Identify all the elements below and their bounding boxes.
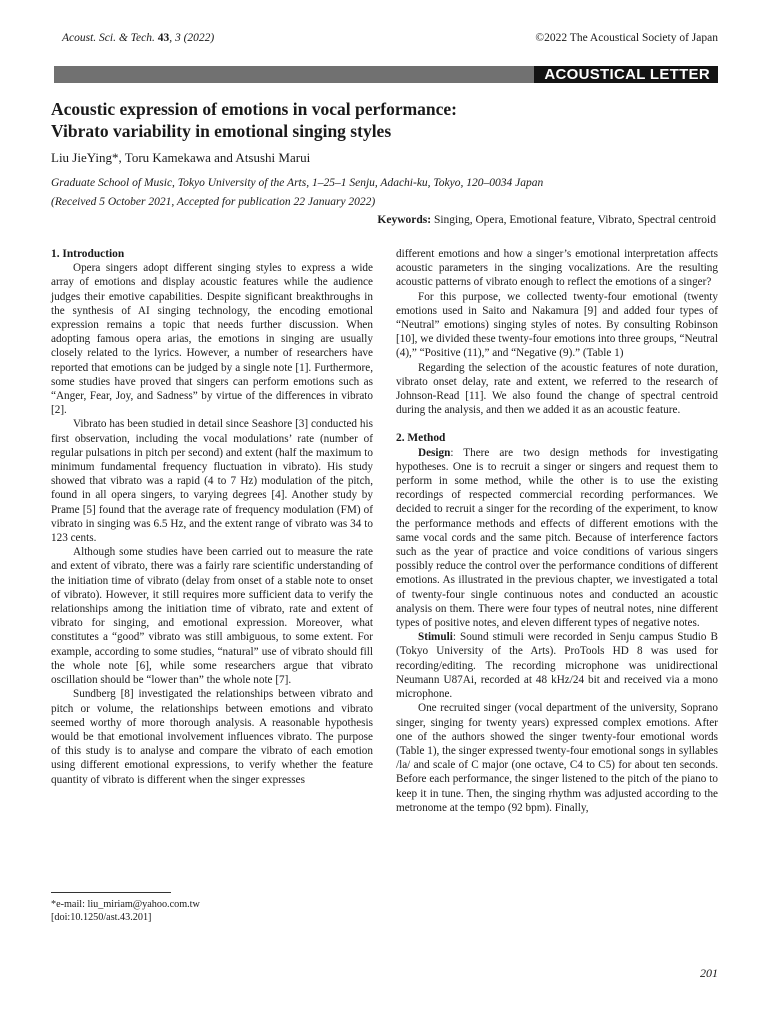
section-heading-introduction: 1. Introduction [51,248,125,260]
keywords-value: Singing, Opera, Emotional feature, Vibrato, Spectral centroid [433,214,716,226]
paragraph: Vibrato has been studied in detail since Seashore [3] conducted his first observation, including the vocal modulations’ rate (number of regular pulsations in pitch per second) and extent (half the maximum to minimum fundamental frequency fluctuation in vibrato). His study showed that vibrato was a rapid (4 to 7 Hz) modulation of the pitch, found in all opera singers, to varying degrees [4]. Another study by Prame [5] found that the average rate of frequency modulation (FM) of vibrato in singing was 6.5 Hz, and the extent range of vibrato was 34 to 123 cents. [51,418,373,545]
title-line-1: Acoustic expression of emotions in vocal performance: [51,99,458,119]
article-type-banner [54,66,718,83]
paragraph-design: Design: There are two design methods for investigating hypotheses. One is to recruit a singer or singers and request them to perform in some method, while the other is to use the existing recordings of respected commercial recording performances. We decided to recruit a singer for the recording of the experiment, to know the performance methods and effects of different emotions with the same vocal cords and the same pitch. Because of interference factors such as the year of practice and voice conditions of various singers possibly reduce the control over the performance conditions of different emotions. As illustrated in the previous chapter, we investigated a total of twenty-four single continuous notes and conducted an acoustic analysis on them. There were four types of neutral notes, nine different types of positive notes, and eleven different types of negative notes. [396,446,718,630]
footnote [51,898,200,924]
author-list: Liu JieYing*, Toru Kamekawa and Atsushi Marui [51,150,311,165]
copyright-notice: ©2022 The Acoustical Society of Japan [535,32,718,44]
left-column [51,247,373,787]
paragraph: One recruited singer (vocal department of the university, Soprano singer, singing for twenty years) expressed complex emotions. After one of the authors showed the singer twenty-four emotional words (Table 1), the singer expressed twenty-four emotional songs in syllables /la/ and scale of C major (one octave, C4 to C5) for about ten seconds. Before each performance, the singer listened to the pitch of the piano to keep it in tune. Then, the singing rhythm was adjusted according to the metronome at the tempo (92 bpm). Finally, [396,702,718,814]
keywords [377,214,716,226]
design-label: Design [418,446,451,459]
title-line-2: Vibrato variability in emotional singing styles [51,121,392,141]
volume-number: 43 [157,32,170,44]
paragraph-stimuli: Stimuli: Sound stimuli were recorded in Senju campus Studio B (Tokyo University of the Arts). ProTools HD 8 was used for recording/editing. The recording microphone was unidirectional Neumann U87Ai, recorded at 48 kHz/24 bit and received via a mono microphone. [396,631,718,701]
doi: [doi:10.1250/ast.43.201] [51,912,152,923]
keywords-label: Keywords: [377,214,432,226]
paper-title [51,98,711,142]
paragraph: different emotions and how a singer’s emotional interpretation affects acoustic parameters in the singing vocalizations. Are the resulting acoustic patterns of vibrato enough to reflect the emotions of a singer? [396,248,718,289]
journal-citation: Acoust. Sci. & Tech. 43, 3 (2022) [62,32,215,44]
paragraph: Although some studies have been carried out to measure the rate and extent of vibrato, there was a fairly rare scientific understanding of the initiation time of vibrato (delay from onset of a stable note to onset of vibrato). However, it still requires more sufficient data to verify the relationships among the initiation time of vibrato, rate and extent of vibrato for singing, and emotional expression. Moreover, what constitutes a “good” vibrato was still ambiguous, to some extent. For example, according to some studies, “natural” use of vibrato should fill the whole note [6], while some researchers argue that vibrato oscillation should be “lower than” the whole note [7]. [51,546,373,687]
right-column [396,247,718,815]
article-type-label: ACOUSTICAL LETTER [534,66,718,83]
stimuli-label: Stimuli [418,631,453,644]
paragraph: For this purpose, we collected twenty-four emotional (twenty emotions used in Saito and Nakamura [9] and added four types of “Neutral” emotions) singing styles of notes. By consulting Robinson [10], we divided these twenty-four emotions into three groups, “Neutral (4),” “Positive (11),” and “Negative (9).” (Table 1) [396,290,718,360]
paragraph: Sundberg [8] investigated the relationships between vibrato and pitch or volume, the relationships between emotions and vibrato seemed worthy of more thorough analysis. A reasonable hypothesis would be that emotional involvement influences vibrato. The purpose of this study is to analyse and compare the vibrato of each emotion using different emotional expressions, to verify whether the feature quantity of vibrato is different when the singer expresses [51,688,373,786]
footnote-divider [51,892,171,893]
author-email: *e-mail: liu_miriam@yahoo.com.tw [51,899,200,910]
paragraph: Regarding the selection of the acoustic features of note duration, vibrato onset delay, rate and extent, we referred to the research of Johnson-Read [11]. We also found the change of spectral centroid during the analysis, and then we added it as an acoustic feature. [396,361,718,417]
paragraph: Opera singers adopt different singing styles to express a wide array of emotions and display acoustic features while the audience judges their emotive capabilities. Despite significant breakthroughs in the synthesis of AI singing technology, the encoding emotional expression remains a topic that needs further discussion. When adopting famous opera arias, the emotions in singing are usually closely related to the lyrics. However, a number of researchers have reported that emotions can be judged by a single note [1]. Furthermore, some studies have proved that singers can perform emotions such as “Anger, Fear, Joy, and Sadness” by virtue of the differences in vibrato [2]. [51,262,373,417]
page-number: 201 [700,966,718,980]
running-head [62,32,718,44]
received-dates: (Received 5 October 2021, Accepted for publication 22 January 2022) [51,196,376,208]
affiliation: Graduate School of Music, Tokyo University of the Arts, 1–25–1 Senju, Adachi-ku, Tokyo, 120–0034 Japan [51,177,544,189]
section-heading-method: 2. Method [396,432,446,445]
